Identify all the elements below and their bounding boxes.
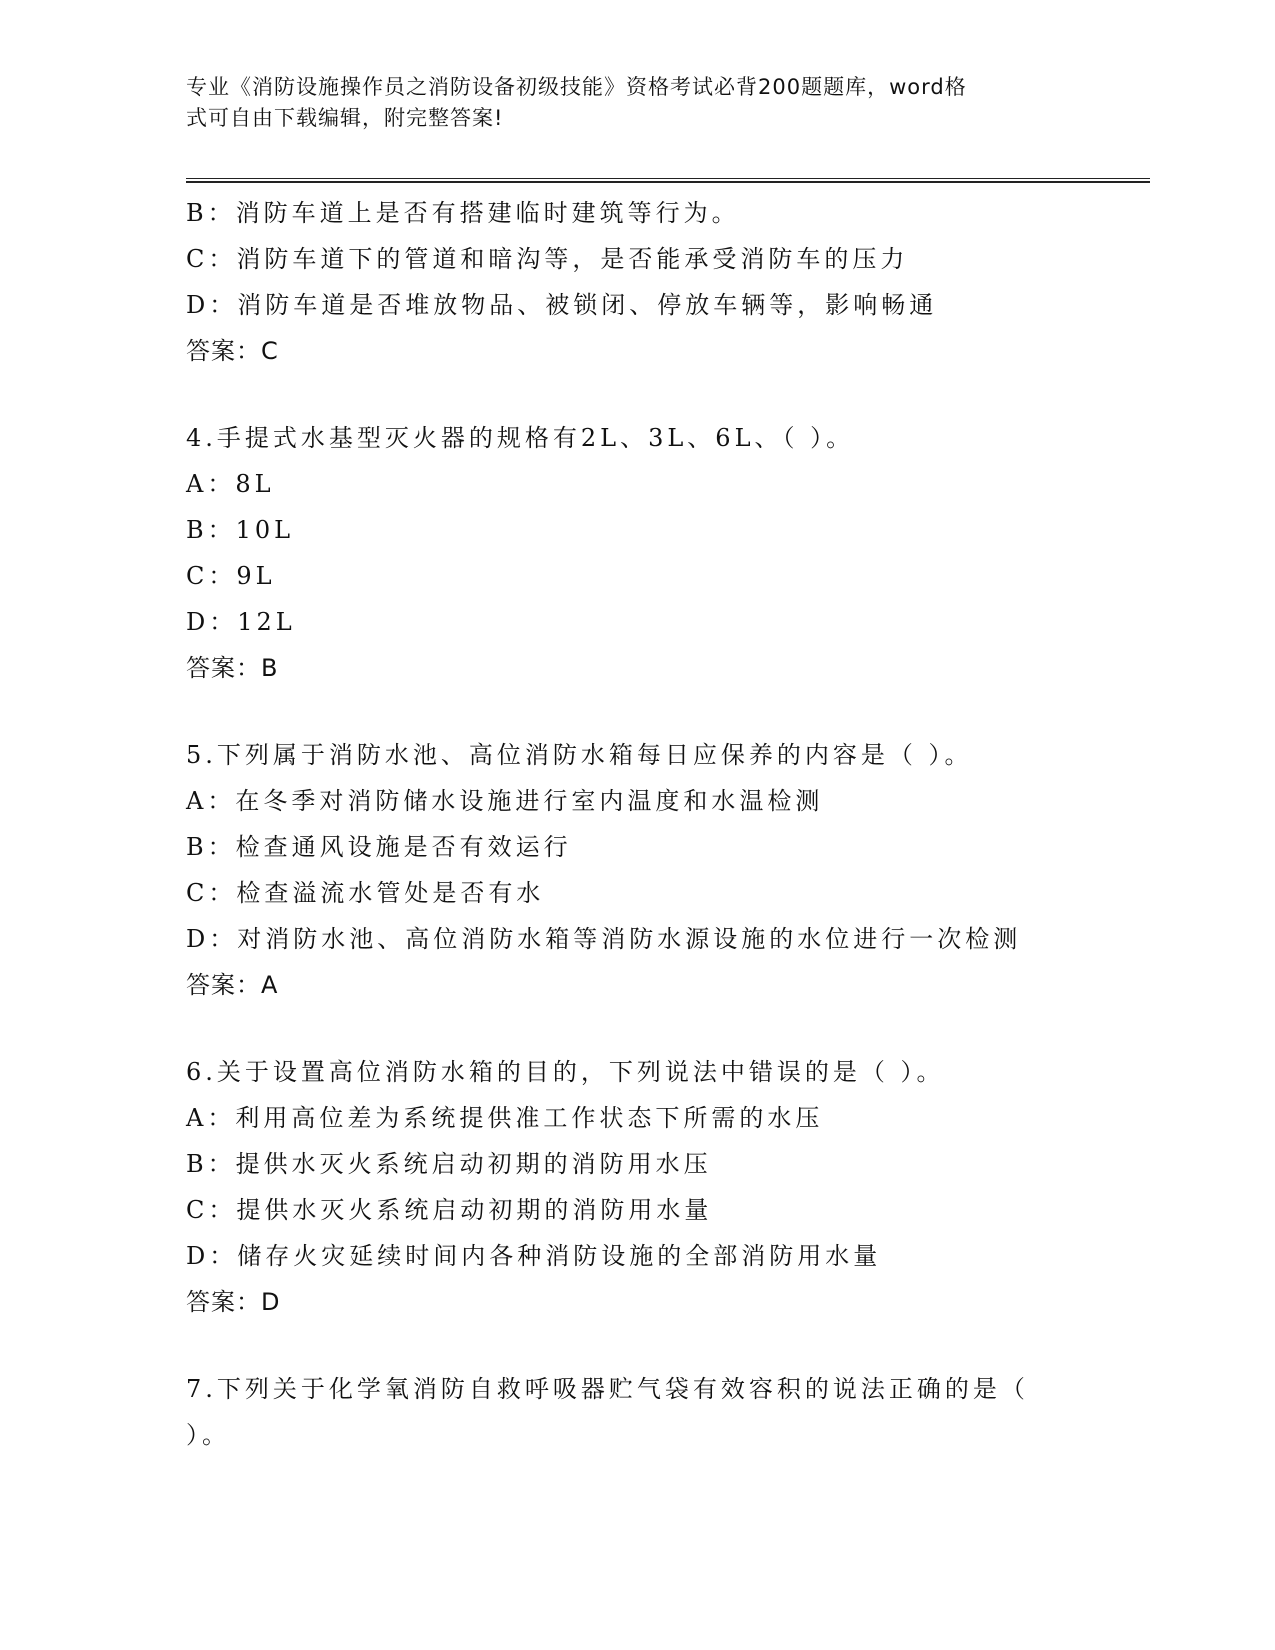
question-stem-line-1: 7.下列关于化学氧消防自救呼吸器贮气袋有效容积的说法正确的是（: [186, 1375, 1029, 1403]
answer-line: 答案：C: [186, 337, 279, 365]
option-c: C：消防车道下的管道和暗沟等，是否能承受消防车的压力: [186, 245, 909, 273]
option-c: C：检查溢流水管处是否有水: [186, 879, 545, 907]
answer-line: 答案：D: [186, 1288, 281, 1316]
option-b: B：检查通风设施是否有效运行: [186, 833, 572, 861]
answer-line: 答案：B: [186, 654, 279, 682]
header-line-1: 专业《消防设施操作员之消防设备初级技能》资格考试必背200题题库，word格: [186, 75, 967, 99]
header-line-2: 式可自由下载编辑，附完整答案!: [186, 106, 504, 130]
option-d: D：消防车道是否堆放物品、被锁闭、停放车辆等，影响畅通: [186, 291, 938, 319]
option-d: D：对消防水池、高位消防水箱等消防水源设施的水位进行一次检测: [186, 925, 1022, 953]
question-stem: 5.下列属于消防水池、高位消防水箱每日应保养的内容是（ ）。: [186, 741, 973, 769]
header-divider-thick: [186, 181, 1150, 183]
option-c: C：9L: [186, 562, 276, 590]
question-5: [186, 732, 1126, 1008]
option-b: B：消防车道上是否有搭建临时建筑等行为。: [186, 199, 740, 227]
question-7: [186, 1366, 1126, 1458]
option-d: D：储存火灾延续时间内各种消防设施的全部消防用水量: [186, 1242, 882, 1270]
option-a: A：在冬季对消防储水设施进行室内温度和水温检测: [186, 787, 824, 815]
question-stem: 4.手提式水基型灭火器的规格有2L、3L、6L、（ ）。: [186, 424, 855, 452]
option-d: D：12L: [186, 608, 296, 636]
question-6: [186, 1049, 1126, 1325]
option-b: B：10L: [186, 516, 295, 544]
question-stem: 6.关于设置高位消防水箱的目的，下列说法中错误的是（ ）。: [186, 1058, 945, 1086]
question-list: [186, 190, 1126, 1458]
option-a: A：利用高位差为系统提供准工作状态下所需的水压: [186, 1104, 824, 1132]
header-divider-thin: [186, 178, 1150, 179]
option-a: A：8L: [186, 470, 275, 498]
option-c: C：提供水灭火系统启动初期的消防用水量: [186, 1196, 713, 1224]
answer-line: 答案：A: [186, 971, 279, 999]
question-3-tail: [186, 190, 1126, 374]
option-b: B：提供水灭火系统启动初期的消防用水压: [186, 1150, 712, 1178]
document-header: [186, 72, 1066, 134]
question-4: [186, 415, 1126, 691]
question-stem-line-2: ）。: [186, 1421, 230, 1449]
